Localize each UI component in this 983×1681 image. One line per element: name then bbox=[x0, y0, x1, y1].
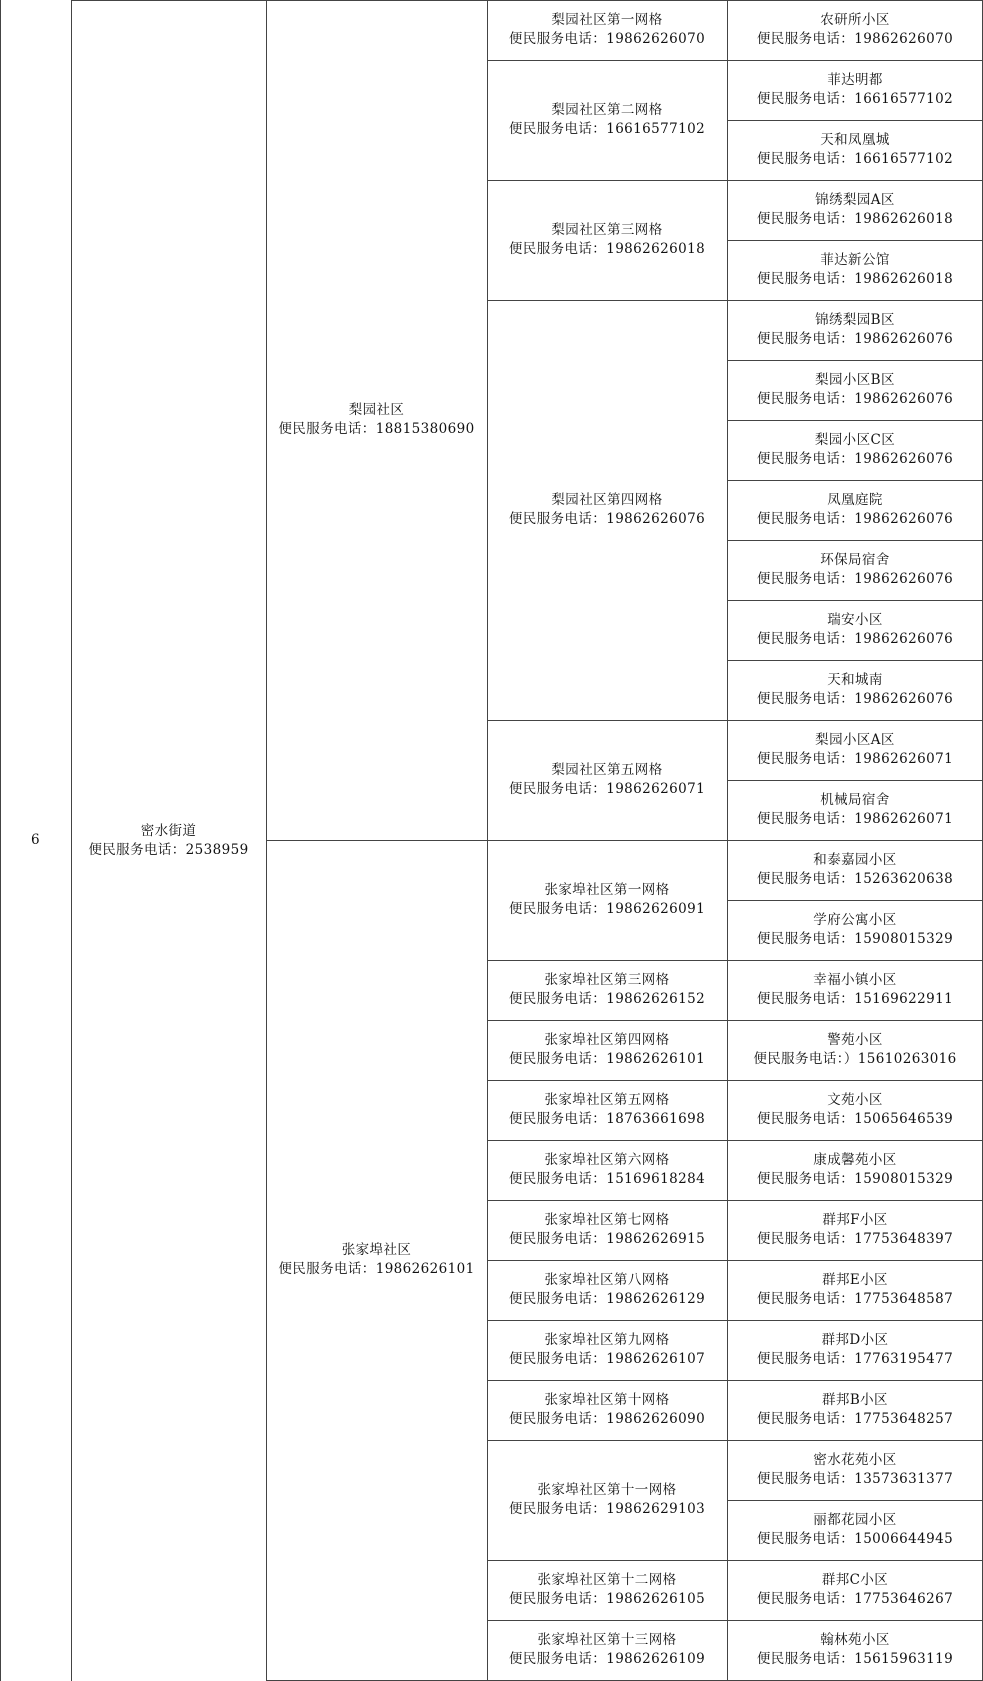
grid-cell bbox=[487, 1080, 727, 1140]
estate-phone: 便民服务电话：17753648257 bbox=[756, 1411, 954, 1427]
estate-name: 翰林苑小区 bbox=[820, 1632, 890, 1648]
estate-phone: 便民服务电话：19862626018 bbox=[756, 271, 954, 287]
grid-cell bbox=[487, 1620, 727, 1680]
estate-phone: 便民服务电话：19862626071 bbox=[756, 811, 954, 827]
grid-phone: 便民服务电话：19862626105 bbox=[508, 1591, 706, 1607]
estate-phone: 便民服务电话：17753646267 bbox=[756, 1591, 954, 1607]
estate-phone: 便民服务电话：19862626018 bbox=[756, 211, 954, 227]
estate-name: 学府公寓小区 bbox=[813, 912, 897, 928]
grid-cell bbox=[487, 1260, 727, 1320]
estate-phone: 便民服务电话：15065646539 bbox=[756, 1111, 954, 1127]
estate-phone: 便民服务电话：16616577102 bbox=[756, 91, 954, 107]
estate-cell bbox=[727, 1260, 983, 1320]
estate-name: 凤凰庭院 bbox=[827, 492, 883, 508]
estate-phone: 便民服务电话：19862626076 bbox=[756, 451, 954, 467]
estate-phone: 便民服务电话：15006644945 bbox=[756, 1531, 954, 1547]
estate-phone: 便民服务电话：17763195477 bbox=[756, 1351, 954, 1367]
grid-name: 张家埠社区第八网格 bbox=[544, 1272, 670, 1288]
estate-name: 群邦D小区 bbox=[821, 1332, 889, 1348]
estate-cell bbox=[727, 1200, 983, 1260]
estate-cell bbox=[727, 0, 983, 60]
grid-cell bbox=[487, 720, 727, 840]
grid-cell bbox=[487, 840, 727, 960]
street-name: 密水街道 bbox=[140, 822, 197, 839]
grid-cell bbox=[487, 1140, 727, 1200]
estate-phone: 便民服务电话：15169622911 bbox=[756, 991, 954, 1007]
estate-phone: 便民服务电话：19862626070 bbox=[756, 31, 954, 47]
grid-phone: 便民服务电话：19862626091 bbox=[508, 901, 706, 917]
estate-name: 警苑小区 bbox=[827, 1032, 883, 1048]
estate-phone: 便民服务电话：17753648587 bbox=[756, 1291, 954, 1307]
estate-name: 菲达明都 bbox=[827, 72, 883, 88]
grid-name: 张家埠社区第七网格 bbox=[544, 1212, 670, 1228]
grid-cell bbox=[487, 300, 727, 720]
estate-cell bbox=[727, 720, 983, 780]
estate-name: 瑞安小区 bbox=[827, 612, 883, 628]
grid-name: 梨园社区第三网格 bbox=[551, 222, 663, 238]
grid-phone: 便民服务电话：19862626107 bbox=[508, 1351, 706, 1367]
estate-cell bbox=[727, 240, 983, 300]
estate-cell bbox=[727, 120, 983, 180]
estate-name: 和泰嘉园小区 bbox=[813, 852, 897, 868]
estate-cell bbox=[727, 180, 983, 240]
estate-cell bbox=[727, 1320, 983, 1380]
estate-phone: 便民服务电话：19862626076 bbox=[756, 571, 954, 587]
grid-phone: 便民服务电话：19862629103 bbox=[508, 1501, 706, 1517]
grid-phone: 便民服务电话：15169618284 bbox=[508, 1171, 706, 1187]
estate-name: 天和城南 bbox=[827, 672, 883, 688]
estate-cell bbox=[727, 1560, 983, 1620]
estate-phone: 便民服务电话：16616577102 bbox=[756, 151, 954, 167]
estate-cell bbox=[727, 480, 983, 540]
estate-phone: 便民服务电话：19862626076 bbox=[756, 631, 954, 647]
estate-name: 环保局宿舍 bbox=[820, 552, 890, 568]
grid-name: 张家埠社区第十二网格 bbox=[537, 1572, 677, 1588]
estate-cell bbox=[727, 360, 983, 420]
street-phone: 便民服务电话：2538959 bbox=[88, 841, 249, 858]
grid-phone: 便民服务电话：19862626018 bbox=[508, 241, 706, 257]
grid-cell bbox=[487, 1020, 727, 1080]
estate-cell bbox=[727, 900, 983, 960]
estate-cell bbox=[727, 1620, 983, 1680]
estate-name: 幸福小镇小区 bbox=[813, 972, 897, 988]
estate-phone: 便民服务电话：）15610263016 bbox=[753, 1051, 957, 1067]
estate-name: 锦绣梨园A区 bbox=[815, 192, 895, 208]
community-cell bbox=[266, 0, 487, 840]
grid-phone: 便民服务电话：19862626071 bbox=[508, 781, 706, 797]
estate-phone: 便民服务电话：13573631377 bbox=[756, 1471, 954, 1487]
grid-cell bbox=[487, 180, 727, 300]
grid-cell bbox=[487, 1320, 727, 1380]
estate-cell bbox=[727, 300, 983, 360]
community-phone: 便民服务电话：19862626101 bbox=[278, 1261, 475, 1277]
grid-name: 张家埠社区第四网格 bbox=[544, 1032, 670, 1048]
estate-phone: 便民服务电话：17753648397 bbox=[756, 1231, 954, 1247]
community-cell bbox=[266, 840, 487, 1680]
community-name: 张家埠社区 bbox=[341, 1242, 412, 1258]
estate-phone: 便民服务电话：15615963119 bbox=[756, 1651, 954, 1667]
estate-name: 梨园小区A区 bbox=[815, 732, 895, 748]
estate-name: 梨园小区C区 bbox=[814, 432, 896, 448]
grid-phone: 便民服务电话：16616577102 bbox=[508, 121, 706, 137]
estate-name: 锦绣梨园B区 bbox=[815, 312, 895, 328]
estate-cell bbox=[727, 420, 983, 480]
grid-phone: 便民服务电话：19862626129 bbox=[508, 1291, 706, 1307]
estate-cell bbox=[727, 660, 983, 720]
grid-cell bbox=[487, 1200, 727, 1260]
estate-cell bbox=[727, 1440, 983, 1500]
estate-name: 群邦B小区 bbox=[822, 1392, 888, 1408]
estate-name: 农研所小区 bbox=[820, 12, 890, 28]
estate-phone: 便民服务电话：15908015329 bbox=[756, 931, 954, 947]
grid-cell bbox=[487, 1560, 727, 1620]
estate-name: 群邦E小区 bbox=[822, 1272, 888, 1288]
grid-name: 梨园社区第一网格 bbox=[551, 12, 663, 28]
grid-phone: 便民服务电话：19862626109 bbox=[508, 1651, 706, 1667]
estate-name: 康成馨苑小区 bbox=[813, 1152, 897, 1168]
estate-cell bbox=[727, 1140, 983, 1200]
grid-name: 梨园社区第二网格 bbox=[551, 102, 663, 118]
estate-cell bbox=[727, 1020, 983, 1080]
estate-name: 菲达新公馆 bbox=[820, 252, 890, 268]
grid-phone: 便民服务电话：19862626152 bbox=[508, 991, 706, 1007]
estate-phone: 便民服务电话：15263620638 bbox=[756, 871, 954, 887]
estate-phone: 便民服务电话：19862626076 bbox=[756, 331, 954, 347]
estate-name: 天和凤凰城 bbox=[820, 132, 890, 148]
estate-phone: 便民服务电话：19862626071 bbox=[756, 751, 954, 767]
grid-phone: 便民服务电话：18763661698 bbox=[508, 1111, 706, 1127]
estate-name: 机械局宿舍 bbox=[820, 792, 890, 808]
grid-name: 梨园社区第四网格 bbox=[551, 492, 663, 508]
grid-phone: 便民服务电话：19862626101 bbox=[508, 1051, 706, 1067]
estate-name: 丽都花园小区 bbox=[813, 1512, 897, 1528]
estate-name: 密水花苑小区 bbox=[813, 1452, 897, 1468]
grid-name: 张家埠社区第三网格 bbox=[544, 972, 670, 988]
estate-name: 文苑小区 bbox=[827, 1092, 883, 1108]
estate-name: 群邦F小区 bbox=[822, 1212, 888, 1228]
grid-name: 张家埠社区第十三网格 bbox=[537, 1632, 677, 1648]
grid-name: 张家埠社区第一网格 bbox=[544, 882, 670, 898]
grid-cell bbox=[487, 0, 727, 60]
estate-phone: 便民服务电话：15908015329 bbox=[756, 1171, 954, 1187]
grid-name: 张家埠社区第六网格 bbox=[544, 1152, 670, 1168]
estate-cell bbox=[727, 60, 983, 120]
estate-name: 群邦C小区 bbox=[821, 1572, 889, 1588]
estate-cell bbox=[727, 1500, 983, 1560]
grid-cell bbox=[487, 960, 727, 1020]
grid-name: 张家埠社区第五网格 bbox=[544, 1092, 670, 1108]
estate-phone: 便民服务电话：19862626076 bbox=[756, 691, 954, 707]
community-phone: 便民服务电话：18815380690 bbox=[278, 421, 475, 437]
grid-name: 张家埠社区第十一网格 bbox=[537, 1482, 677, 1498]
estate-cell bbox=[727, 1380, 983, 1440]
estate-cell bbox=[727, 960, 983, 1020]
grid-cell bbox=[487, 1440, 727, 1560]
estate-cell bbox=[727, 840, 983, 900]
estate-cell bbox=[727, 540, 983, 600]
estate-cell bbox=[727, 600, 983, 660]
row-index: 6 bbox=[31, 832, 40, 848]
estate-cell bbox=[727, 780, 983, 840]
grid-name: 张家埠社区第十网格 bbox=[544, 1392, 670, 1408]
grid-phone: 便民服务电话：19862626090 bbox=[508, 1411, 706, 1427]
estate-phone: 便民服务电话：19862626076 bbox=[756, 391, 954, 407]
street-cell bbox=[71, 0, 266, 1681]
community-name: 梨园社区 bbox=[348, 402, 405, 418]
estate-cell bbox=[727, 1080, 983, 1140]
grid-name: 梨园社区第五网格 bbox=[551, 762, 663, 778]
grid-cell bbox=[487, 60, 727, 180]
grid-phone: 便民服务电话：19862626915 bbox=[508, 1231, 706, 1247]
row-index-cell bbox=[0, 0, 71, 1681]
estate-name: 梨园小区B区 bbox=[815, 372, 895, 388]
grid-phone: 便民服务电话：19862626076 bbox=[508, 511, 706, 527]
grid-cell bbox=[487, 1380, 727, 1440]
grid-phone: 便民服务电话：19862626070 bbox=[508, 31, 706, 47]
grid-name: 张家埠社区第九网格 bbox=[544, 1332, 670, 1348]
estate-phone: 便民服务电话：19862626076 bbox=[756, 511, 954, 527]
